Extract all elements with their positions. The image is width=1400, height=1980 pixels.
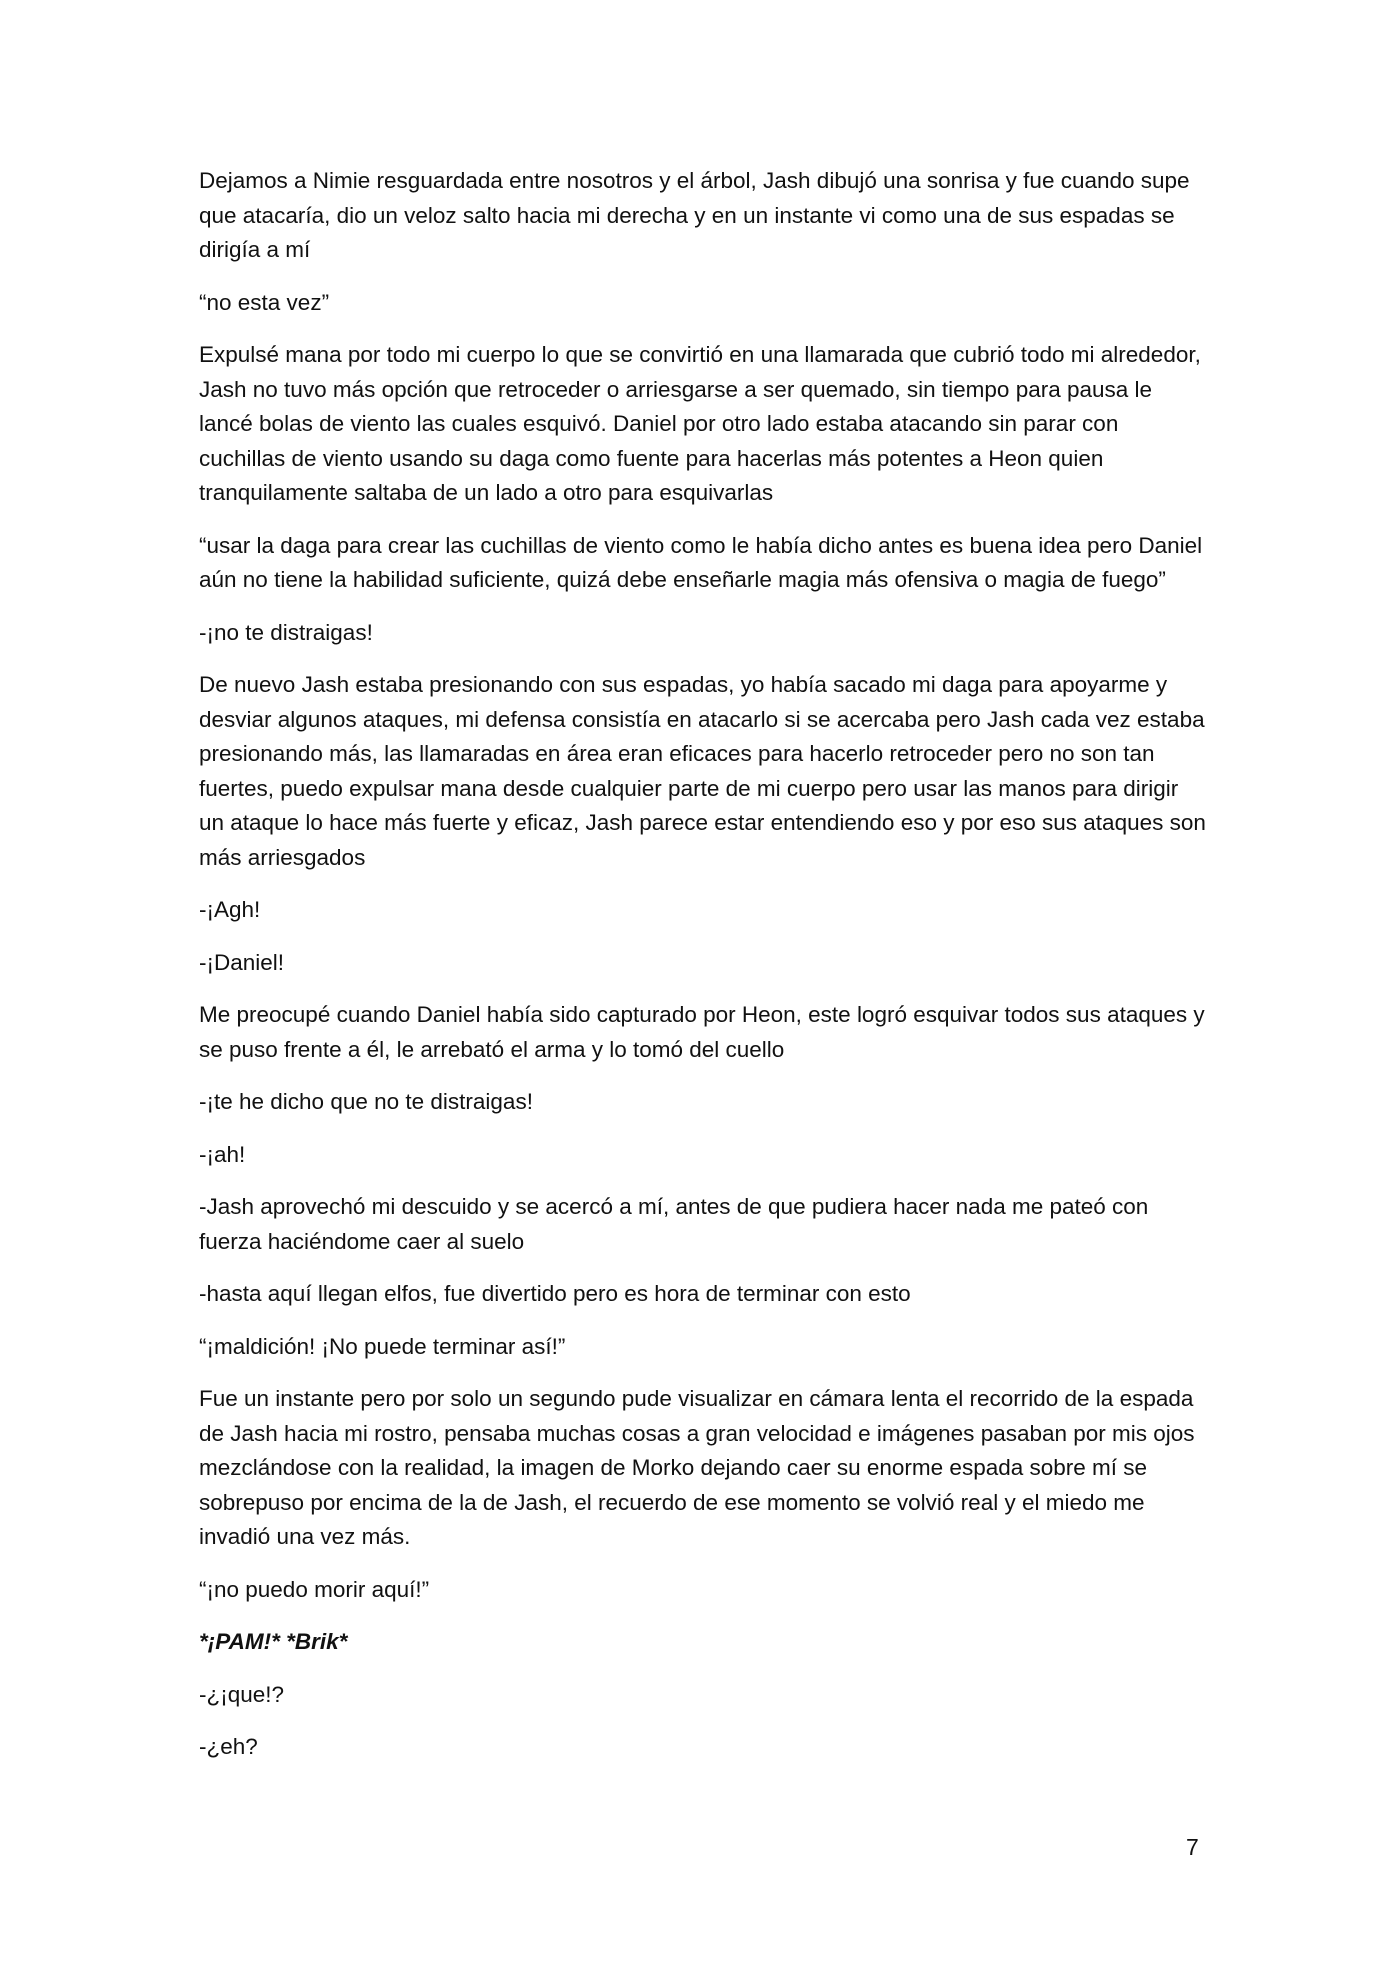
- paragraph: -Jash aprovechó mi descuido y se acercó a mí, antes de que pudiera hacer nada me pateó con fuerza haciéndome caer al suelo: [199, 1194, 1149, 1254]
- paragraph: “¡no puedo morir aquí!”: [199, 1576, 430, 1602]
- paragraph: -¿eh?: [199, 1734, 258, 1759]
- sound-effect-text: *¡PAM!* *Brik*: [199, 1629, 348, 1654]
- page-number: 7: [1186, 1834, 1199, 1860]
- paragraph: Dejamos a Nimie resguardada entre nosotros y el árbol, Jash dibujó una sonrisa y fue cuando supe que atacaría, dio un veloz salto hacia mi derecha y en un instante vi como una de sus espadas se dirigía a mí: [199, 168, 1190, 262]
- paragraph: “usar la daga para crear las cuchillas de viento como le había dicho antes es buena idea pero Daniel aún no tiene la habilidad suficiente, quizá debe enseñarle magia más ofensiva o magia de fuego”: [199, 532, 1203, 592]
- paragraph: -hasta aquí llegan elfos, fue divertido pero es hora de terminar con esto: [199, 1281, 911, 1306]
- paragraph: -¡no te distraigas!: [199, 619, 373, 645]
- paragraph: Me preocupé cuando Daniel había sido capturado por Heon, este logró esquivar todos sus ataques y se puso frente a él, le arrebató el arma y lo tomó del cuello: [199, 1002, 1205, 1062]
- paragraph: -¡Agh!: [199, 897, 261, 922]
- paragraph: -¿¡que!?: [199, 1681, 285, 1707]
- paragraph: -¡ah!: [199, 1141, 246, 1167]
- paragraph: -¡te he dicho que no te distraigas!: [199, 1089, 533, 1114]
- paragraph: -¡Daniel!: [199, 949, 285, 975]
- body-text: [199, 164, 1209, 1783]
- paragraph: De nuevo Jash estaba presionando con sus espadas, yo había sacado mi daga para apoyarme y desviar algunos ataques, mi defensa consistía en atacarlo si se acercaba pero Jash cada vez estaba presionando más, las llamaradas en área eran eficaces para hacerlo retroceder pero no son tan fuertes, puedo expulsar mana desde cualquier parte de mi cuerpo pero usar las manos para dirigir un ataque lo hace más fuerte y eficaz, Jash parece estar entendiendo eso y por eso sus ataques son más arriesgados: [199, 672, 1206, 870]
- paragraph: Fue un instante pero por solo un segundo pude visualizar en cámara lenta el recorrido de la espada de Jash hacia mi rostro, pensaba muchas cosas a gran velocidad e imágenes pasaban por mis ojos mezclándose con la realidad, la imagen de Morko dejando caer su enorme espada sobre mí se sobrepuso por encima de la de Jash, el recuerdo de ese momento se volvió real y el miedo me invadió una vez más.: [199, 1386, 1195, 1549]
- paragraph: “no esta vez”: [199, 289, 330, 315]
- paragraph: Expulsé mana por todo mi cuerpo lo que se convirtió en una llamarada que cubrió todo mi alrededor, Jash no tuvo más opción que retroceder o arriesgarse a ser quemado, sin tiempo para pausa le lancé bolas de viento las cuales esquivó. Daniel por otro lado estaba atacando sin parar con cuchillas de viento usando su daga como fuente para hacerlas más potentes a Heon quien tranquilamente saltaba de un lado a otro para esquivarlas: [199, 342, 1201, 505]
- paragraph: “¡maldición! ¡No puede terminar así!”: [199, 1333, 566, 1359]
